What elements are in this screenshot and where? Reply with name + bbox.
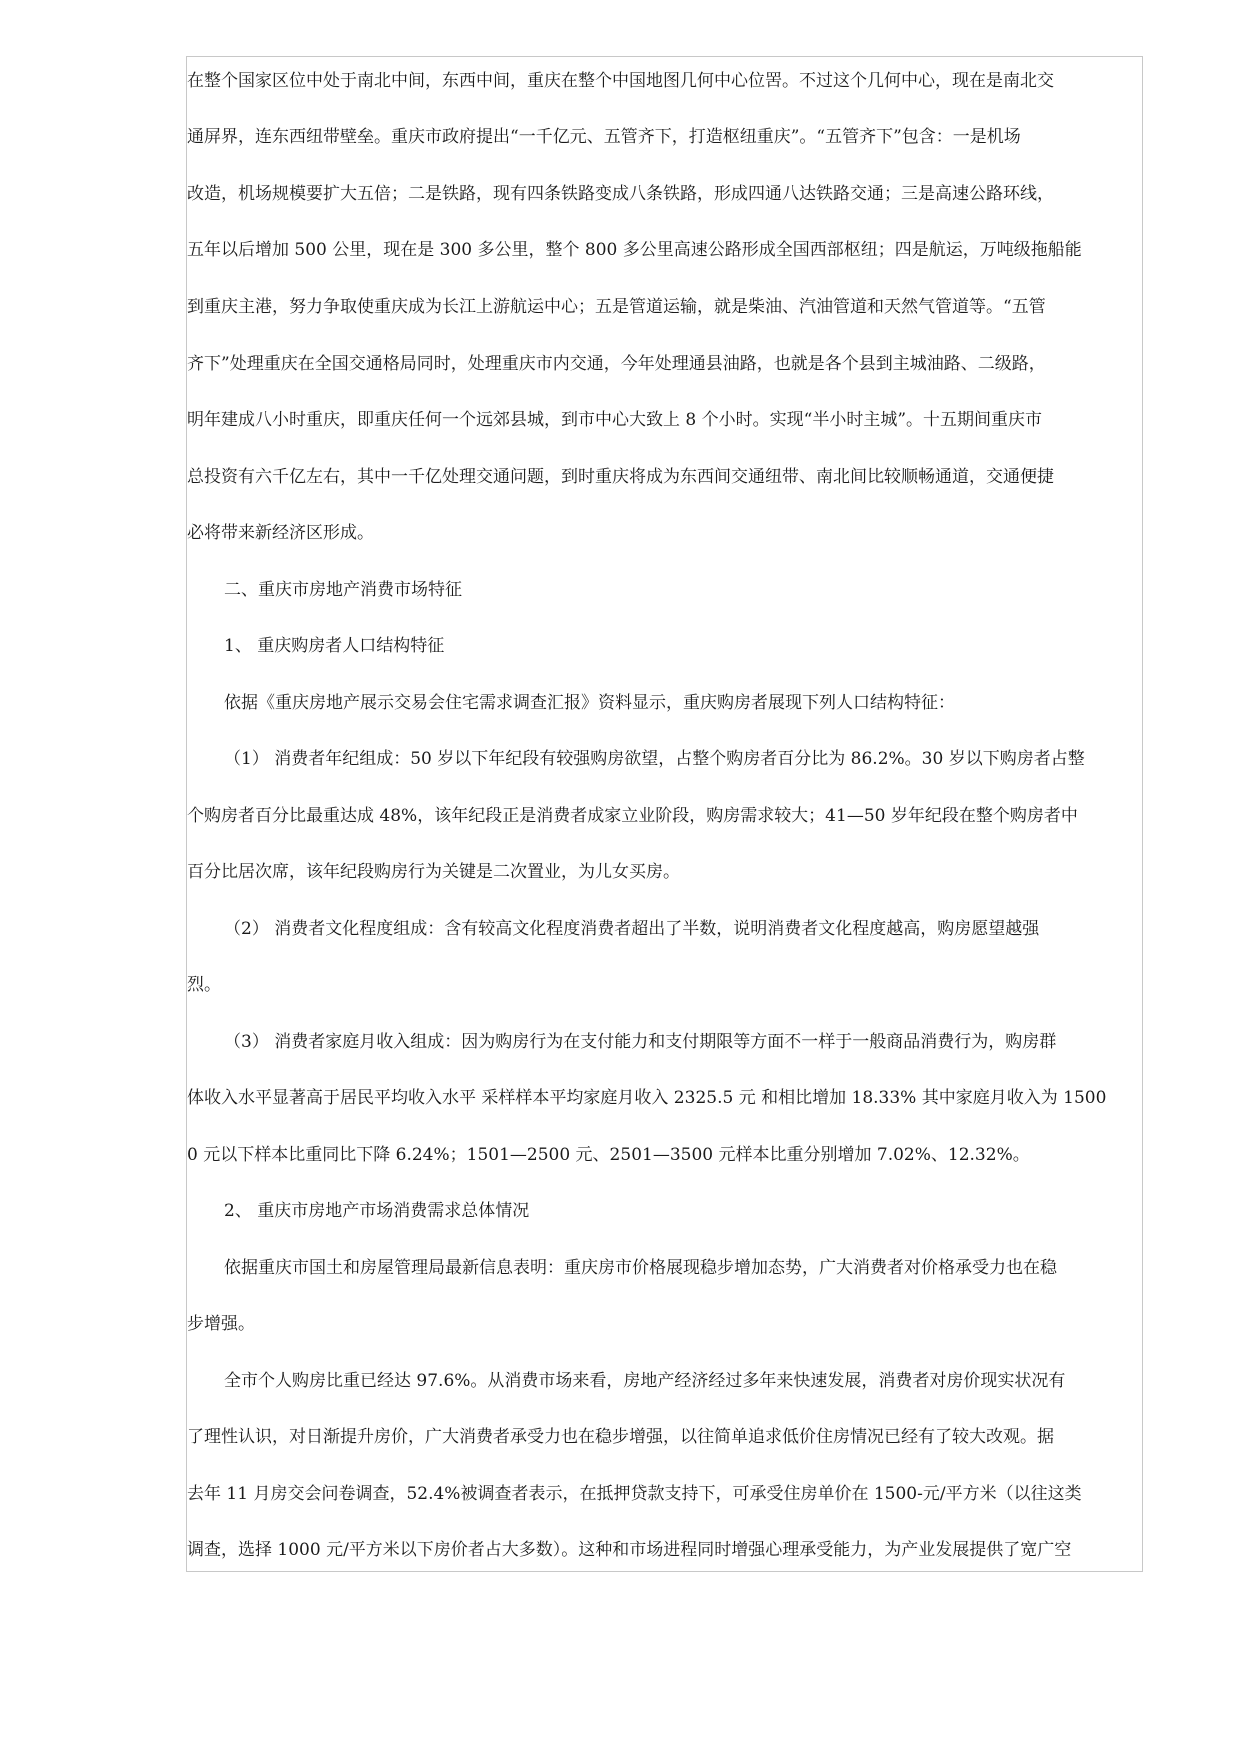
text-line: （2） 消费者文化程度组成：含有较高文化程度消费者超出了半数，说明消费者文化程度越高，购房愿望越强 bbox=[224, 919, 1040, 939]
text-line: 明年建成八小时重庆，即重庆任何一个远郊县城，到市中心大致上 8 个小时。实现“半小时主城”。十五期间重庆市 bbox=[187, 410, 1043, 430]
text-line: 齐下”处理重庆在全国交通格局同时，处理重庆市内交通，今年处理通县油路，也就是各个县到主城油路、二级路， bbox=[187, 354, 1046, 374]
text-line: 步增强。 bbox=[187, 1314, 255, 1334]
text-line: 通屏界，连东西纽带壁垒。重庆市政府提出“一千亿元、五管齐下，打造枢纽重庆”。“五管齐下”包含：一是机场 bbox=[187, 127, 1021, 147]
text-line: 依据《重庆房地产展示交易会住宅需求调查汇报》资料显示，重庆购房者展现下列人口结构特征： bbox=[224, 693, 955, 713]
text-line: 改造，机场规模要扩大五倍；二是铁路，现有四条铁路变成八条铁路，形成四通八达铁路交通；三是高速公路环线， bbox=[187, 184, 1054, 204]
text-line: 总投资有六千亿左右，其中一千亿处理交通问题，到时重庆将成为东西间交通纽带、南北间比较顺畅通道，交通便捷 bbox=[187, 467, 1054, 487]
text-line: 个购房者百分比最重达成 48%，该年纪段正是消费者成家立业阶段，购房需求较大；41—50 岁年纪段在整个购房者中 bbox=[187, 806, 1078, 826]
text-line: 全市个人购房比重已经达 97.6%。从消费市场来看，房地产经济经过多年来快速发展，消费者对房价现实状况有 bbox=[224, 1371, 1066, 1391]
text-line: 体收入水平显著高于居民平均收入水平 采样样本平均家庭月收入 2325.5 元 和相比增加 18.33% 其中家庭月收入为 1500 bbox=[187, 1088, 1107, 1108]
text-line: （3） 消费者家庭月收入组成：因为购房行为在支付能力和支付期限等方面不一样于一般商品消费行为，购房群 bbox=[224, 1032, 1057, 1052]
text-line: 去年 11 月房交会问卷调查，52.4%被调查者表示，在抵押贷款支持下，可承受住房单价在 1500-元/平方米（以往这类 bbox=[187, 1484, 1082, 1504]
text-line: 依据重庆市国土和房屋管理局最新信息表明：重庆房市价格展现稳步增加态势，广大消费者对价格承受力也在稳 bbox=[224, 1258, 1057, 1278]
text-line: 在整个国家区位中处于南北中间，东西中间，重庆在整个中国地图几何中心位罟。不过这个几何中心，现在是南北交 bbox=[187, 71, 1054, 91]
text-line: （1） 消费者年纪组成：50 岁以下年纪段有较强购房欲望，占整个购房者百分比为 86.2%。30 岁以下购房者占整 bbox=[224, 749, 1085, 769]
text-line: 百分比居次席，该年纪段购房行为关键是二次置业，为儿女买房。 bbox=[187, 862, 680, 882]
text-line: 烈。 bbox=[187, 975, 221, 995]
text-line: 五年以后增加 500 公里，现在是 300 多公里，整个 800 多公里高速公路形成全国西部枢纽；四是航运，万吨级拖船能 bbox=[187, 240, 1082, 260]
text-line: 0 元以下样本比重同比下降 6.24%；1501—2500 元、2501—3500 元样本比重分别增加 7.02%、12.32%。 bbox=[187, 1145, 1030, 1165]
text-line: 了理性认识，对日渐提升房价，广大消费者承受力也在稳步增强，以往简单追求低价住房情况已经有了较大改观。据 bbox=[187, 1427, 1054, 1447]
subsection-heading: 2、 重庆市房地产市场消费需求总体情况 bbox=[224, 1201, 530, 1221]
subsection-heading: 1、 重庆购房者人口结构特征 bbox=[224, 636, 445, 656]
document-page bbox=[186, 56, 1143, 1572]
text-line: 到重庆主港，努力争取使重庆成为长江上游航运中心；五是管道运输，就是柴油、汽油管道和天然气管道等。“五管 bbox=[187, 297, 1046, 317]
text-line: 必将带来新经济区形成。 bbox=[187, 523, 374, 543]
text-line: 调查，选择 1000 元/平方米以下房价者占大多数）。这种和市场进程同时增强心理承受能力，为产业发展提供了宽广空 bbox=[187, 1540, 1072, 1560]
section-heading: 二、重庆市房地产消费市场特征 bbox=[224, 580, 462, 600]
